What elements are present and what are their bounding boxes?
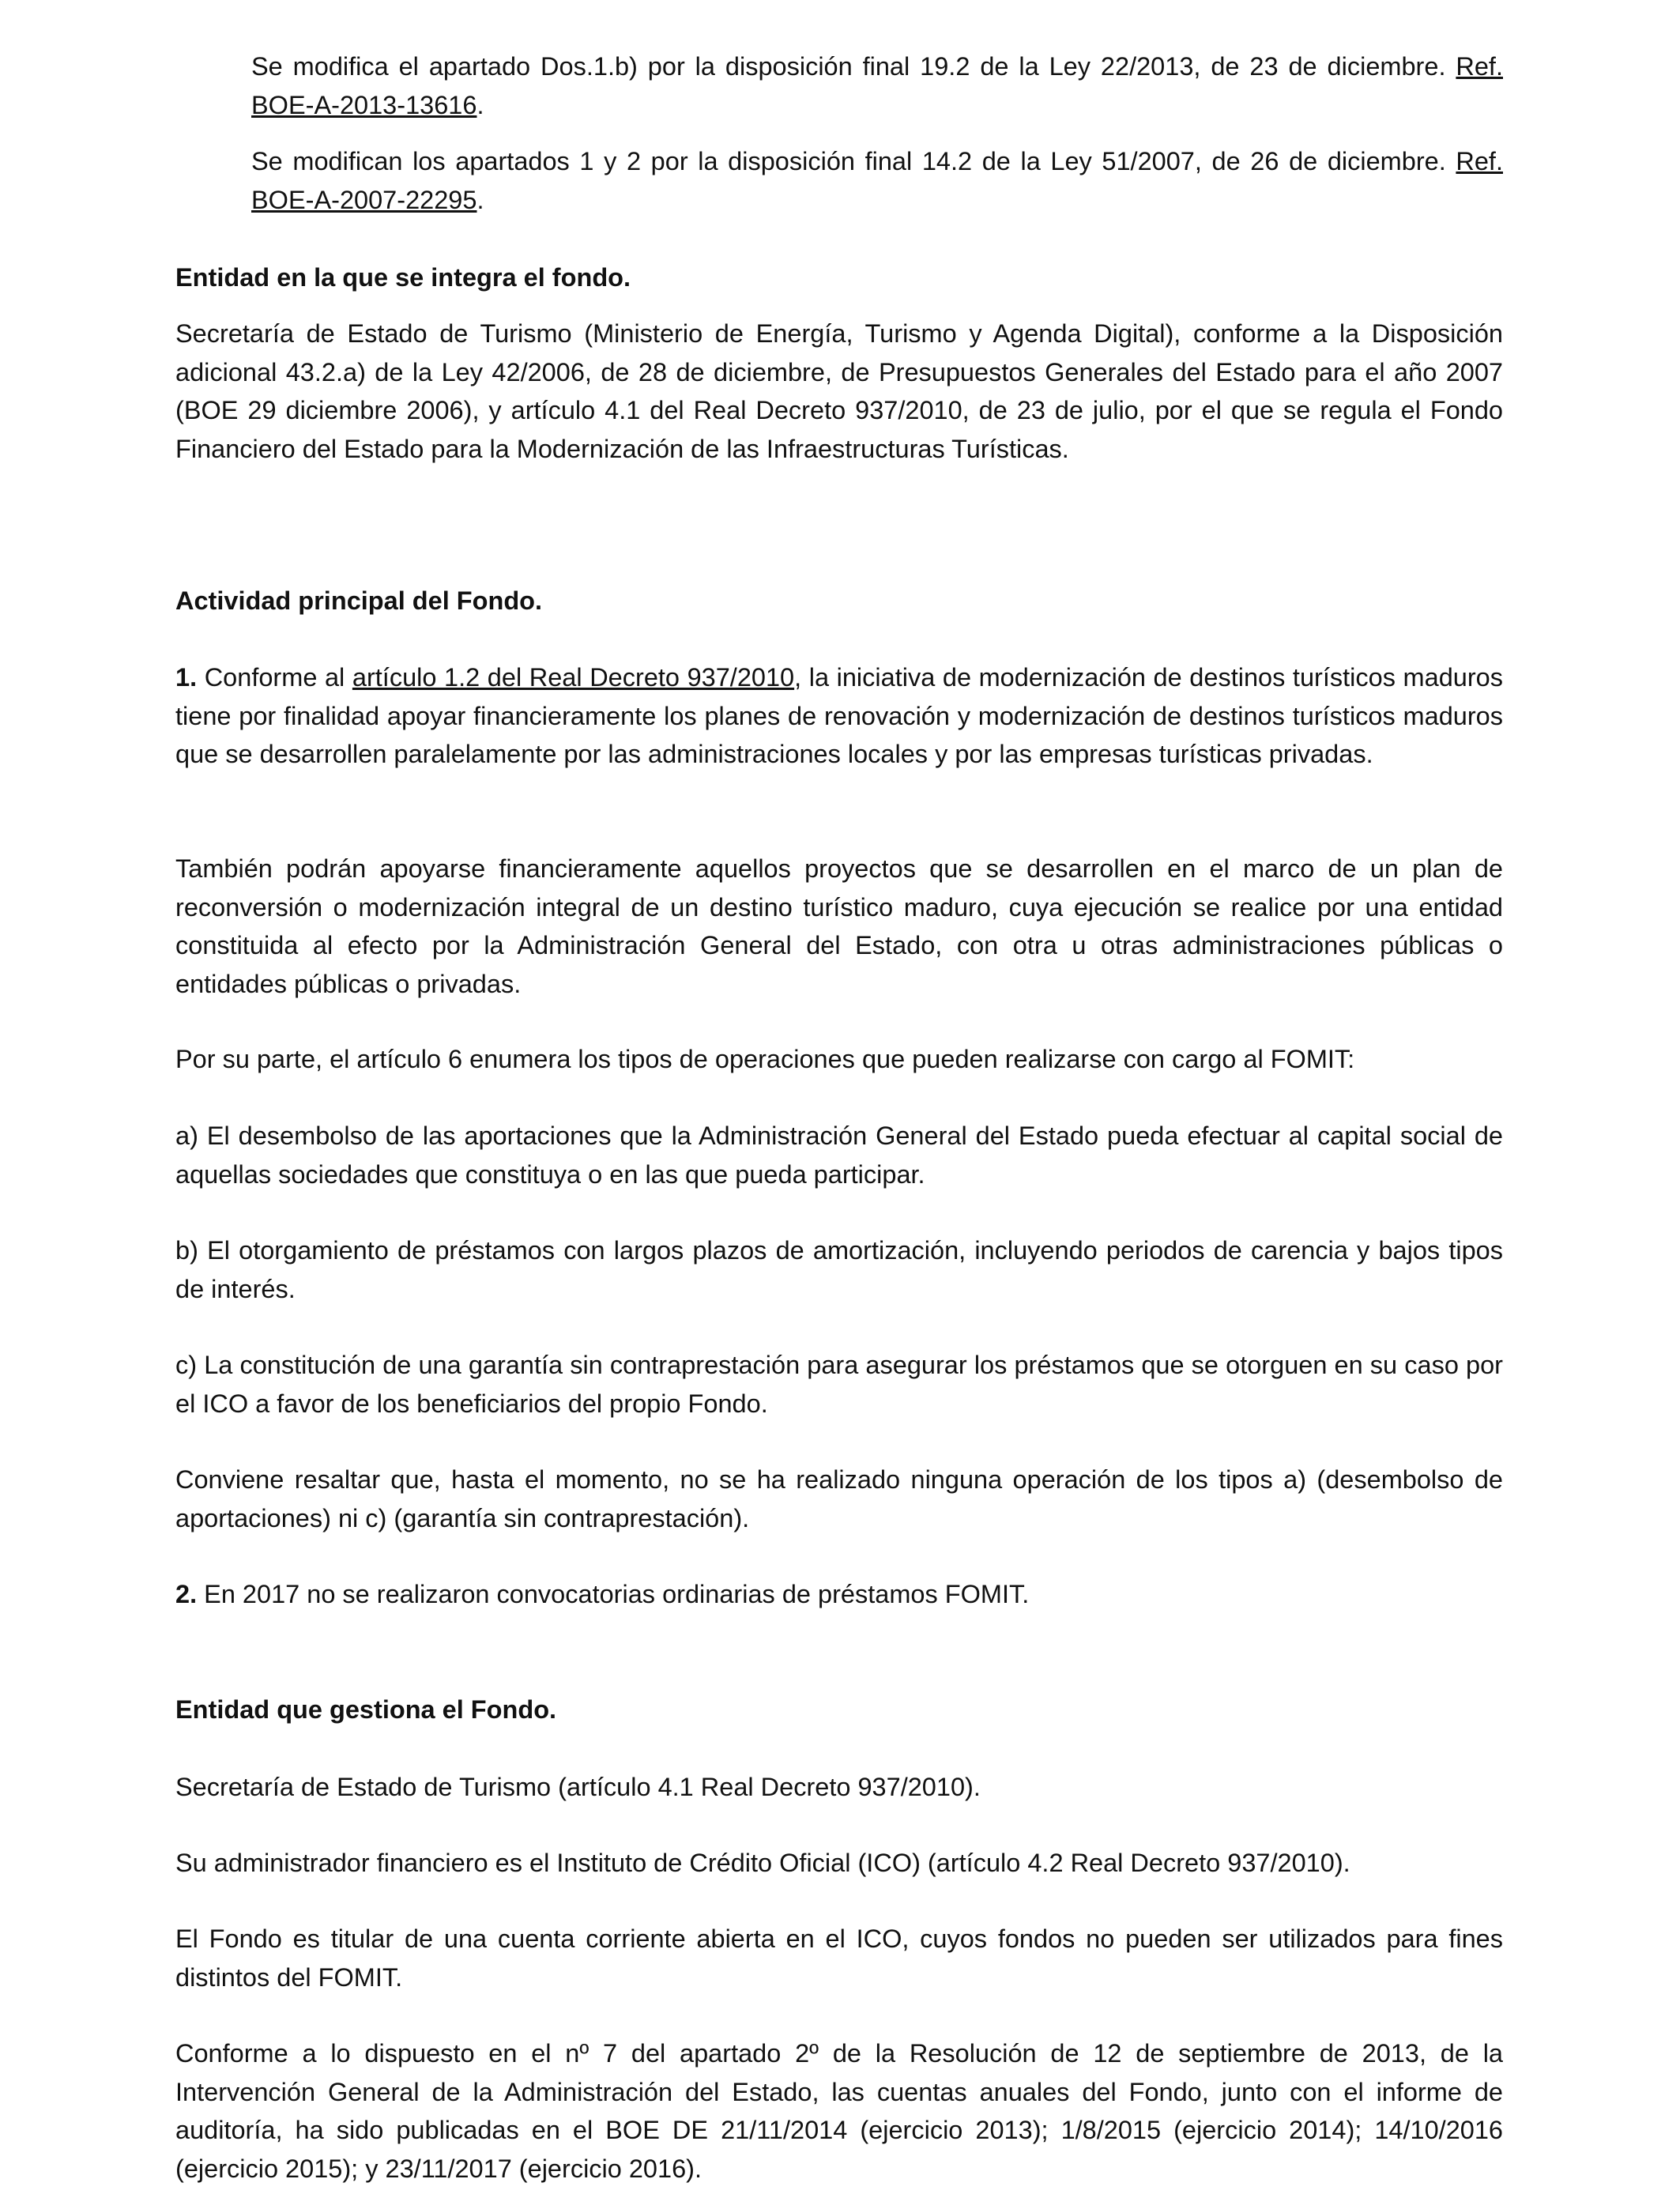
paragraph-actividad-1: 1. Conforme al artículo 1.2 del Real Decreto 937/2010, la iniciativa de modernización de destinos turísticos maduros tiene por finalidad apoyar financieramente los planes de renovación y modernización de destinos turísticos maduros que se desarrollen paralelamente por las administraciones locales y por las empresas turísticas privadas. [175,663,1503,768]
boe-ref-link-2013[interactable]: Ref. BOE-A-2013-13616 [251,52,1503,119]
heading-entidad-integra: Entidad en la que se integra el fondo. [175,263,631,292]
paragraph-entidad: Secretaría de Estado de Turismo (Ministerio de Energía, Turismo y Agenda Digital), conforme a la Disposición adicional 43.2.a) de la Ley 42/2006, de 28 de diciembre, de Presupuestos Generales del Estado para el año 2007 (BOE 29 diciembre 2006), y artículo 4.1 del Real Decreto 937/2010, de 23 de julio, por el que se regula el Fondo Financiero del Estado para la Modernización de las Infraestructuras Turísticas. [175,319,1503,463]
paragraph-cuenta: El Fondo es titular de una cuenta corriente abierta en el ICO, cuyos fondos no pueden ser utilizados para fines distintos del FOMIT. [175,1924,1503,1992]
modification-text: Se modifica el apartado Dos.1.b) por la disposición final 19.2 de la Ley 22/2013, de 23 de diciembre. [251,52,1456,81]
modification-note-2007: Se modifican los apartados 1 y 2 por la disposición final 14.2 de la Ley 51/2007, de 26 de diciembre. Ref. BOE-A-2007-22295. [251,147,1503,214]
heading-actividad-principal: Actividad principal del Fondo. [175,586,543,615]
list-item-a: a) El desembolso de las aportaciones que la Administración General del Estado pueda efectuar al capital social de aquellas sociedades que constituya o en las que pueda participar. [175,1122,1503,1189]
list-item-c: c) La constitución de una garantía sin contraprestación para asegurar los préstamos que se otorguen en su caso por el ICO a favor de los beneficiarios del propio Fondo. [175,1351,1503,1418]
item-number: 1. [175,663,198,692]
item-number: 2. [175,1580,198,1608]
boe-ref-link-2007[interactable]: Ref. BOE-A-2007-22295 [251,147,1503,214]
paragraph-articulo-6: Por su parte, el artículo 6 enumera los tipos de operaciones que pueden realizarse con cargo al FOMIT: [175,1045,1355,1073]
list-item-b: b) El otorgamiento de préstamos con largos plazos de amortización, incluyendo periodos de carencia y bajos tipos de interés. [175,1236,1503,1303]
paragraph-secretaria: Secretaría de Estado de Turismo (artículo 4.1 Real Decreto 937/2010). [175,1773,981,1801]
paragraph-administrador: Su administrador financiero es el Instituto de Crédito Oficial (ICO) (artículo 4.2 Real Decreto 937/2010). [175,1849,1350,1877]
real-decreto-link[interactable]: artículo 1.2 del Real Decreto 937/2010 [352,663,795,692]
paragraph-conforme-resolucion: Conforme a lo dispuesto en el nº 7 del apartado 2º de la Resolución de 12 de septiembre de 2013, de la Intervención General de la Administración del Estado, las cuentas anuales del Fondo, junto con el informe de auditoría, ha sido publicadas en el BOE DE 21/11/2014 (ejercicio 2013); 1/8/2015 (ejercicio 2014); 14/10/2016 (ejercicio 2015); y 23/11/2017 (ejercicio 2016). [175,2039,1503,2183]
modification-text: Se modifican los apartados 1 y 2 por la disposición final 14.2 de la Ley 51/2007, de 26 de diciembre. [251,147,1456,175]
paragraph-tambien: También podrán apoyarse financieramente aquellos proyectos que se desarrollen en el marco de un plan de reconversión o modernización integral de un destino turístico maduro, cuya ejecución se realice por una entidad constituida al efecto por la Administración General del Estado, con otra u otras administraciones públicas o entidades públicas o privadas. [175,854,1503,998]
paragraph-conviene: Conviene resaltar que, hasta el momento, no se ha realizado ninguna operación de los tipos a) (desembolso de aportaciones) ni c) (garantía sin contraprestación). [175,1465,1503,1532]
modification-note-2013: Se modifica el apartado Dos.1.b) por la disposición final 19.2 de la Ley 22/2013, de 23 de diciembre. Ref. BOE-A-2013-13616. [251,52,1503,119]
heading-entidad-gestiona: Entidad que gestiona el Fondo. [175,1695,557,1724]
paragraph-actividad-2: 2. En 2017 no se realizaron convocatorias ordinarias de préstamos FOMIT. [175,1580,1030,1608]
